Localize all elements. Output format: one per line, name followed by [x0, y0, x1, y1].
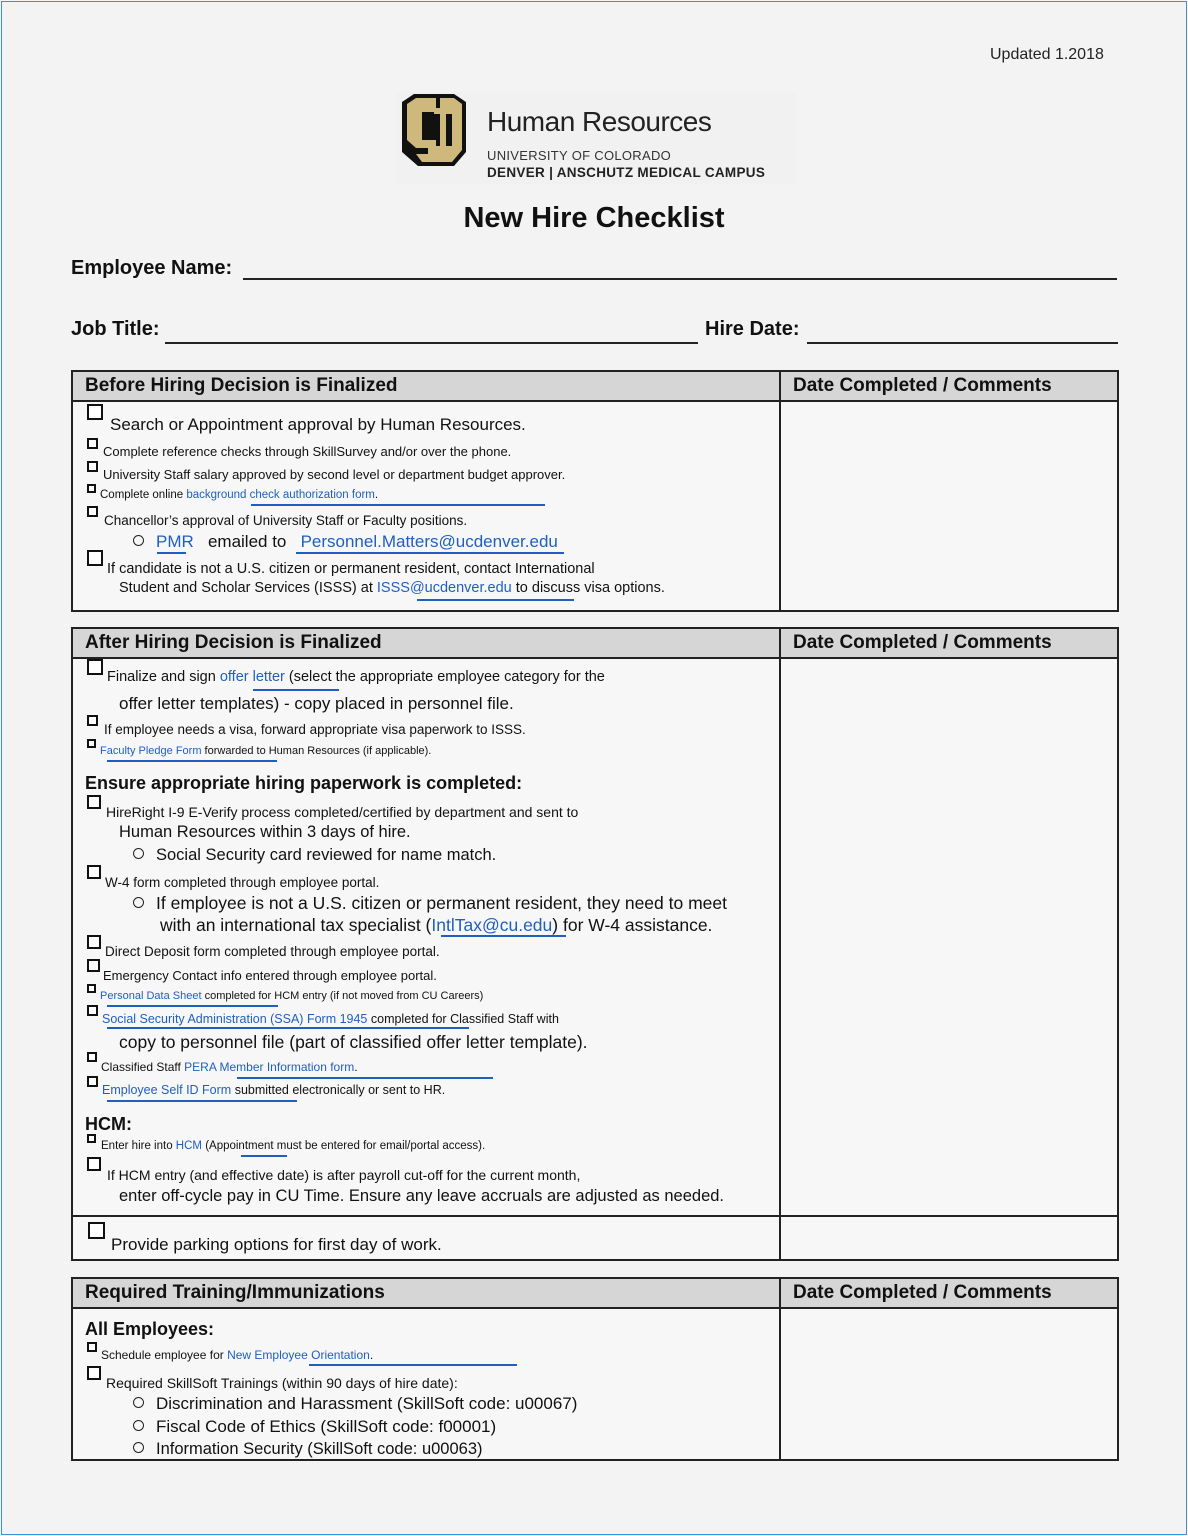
paperwork-heading: Ensure appropriate hiring paperwork is completed:: [85, 773, 523, 793]
after-hiring-table: [71, 627, 1119, 1261]
all-employees-heading: All Employees:: [85, 1319, 215, 1339]
checkbox[interactable]: [87, 1342, 97, 1352]
link-underline: [253, 689, 339, 691]
bullet-icon: [133, 1420, 144, 1431]
hr-university: UNIVERSITY OF COLORADO: [487, 148, 672, 163]
parking-comments-cell[interactable]: [780, 1216, 1118, 1260]
checkbox[interactable]: [87, 1134, 96, 1143]
training-header: Required Training/Immunizations: [72, 1278, 780, 1308]
date-comments-header: Date Completed / Comments: [780, 1278, 1118, 1308]
training-table: [71, 1277, 1119, 1461]
checkbox[interactable]: [87, 795, 101, 809]
bullet-icon: [133, 1397, 144, 1408]
training-items-cell: [72, 1308, 780, 1460]
course-item: Information Security (SkillSoft code: u00063): [133, 1440, 483, 1459]
offer-letter-link[interactable]: offer letter: [219, 669, 285, 685]
checklist-item-cont: Student and Scholar Services (ISSS) at ISSS@ucdenver.edu to discuss visa options.: [119, 580, 665, 596]
checklist-item-cont: copy to personnel file (part of classified offer letter template).: [119, 1032, 588, 1052]
bullet-icon: [133, 897, 144, 908]
job-title-field[interactable]: [165, 342, 698, 344]
checklist-item: Complete reference checks through SkillSurvey and/or over the phone.: [103, 444, 512, 459]
intltax-email-link[interactable]: IntlTax@cu.edu: [431, 915, 553, 935]
new-employee-orientation-link[interactable]: New Employee Orientation: [227, 1348, 370, 1362]
sub-bullet: Social Security card reviewed for name match.: [133, 846, 496, 865]
hcm-link[interactable]: HCM: [175, 1140, 202, 1152]
checklist-item: If HCM entry (and effective date) is after payroll cut-off for the current month,: [107, 1167, 581, 1183]
pmr-sub-item: PMR emailed to Personnel.Matters@ucdenver.edu: [133, 532, 558, 552]
hr-logo: [396, 92, 796, 184]
date-comments-header: Date Completed / Comments: [780, 628, 1118, 658]
training-comments-cell[interactable]: [780, 1308, 1118, 1460]
hcm-heading: HCM:: [85, 1114, 132, 1134]
checklist-item: HireRight I-9 E-Verify process completed/certified by department and sent to: [106, 804, 579, 820]
checkbox[interactable]: [87, 404, 103, 420]
course-item: Discrimination and Harassment (SkillSoft code: u00067): [133, 1394, 577, 1414]
checkbox[interactable]: [87, 1076, 98, 1087]
checklist-item: W-4 form completed through employee portal.: [105, 875, 380, 890]
after-comments-cell[interactable]: [780, 658, 1118, 1216]
before-comments-cell[interactable]: [780, 401, 1118, 611]
checklist-item: University Staff salary approved by second level or department budget approver.: [103, 467, 566, 482]
before-hiring-table: [71, 370, 1119, 612]
checkbox[interactable]: [87, 1052, 97, 1062]
checklist-item: If candidate is not a U.S. citizen or permanent resident, contact International: [107, 561, 595, 577]
link-underline: [296, 552, 564, 554]
after-hiring-header: After Hiring Decision is Finalized: [72, 628, 780, 658]
checklist-item: Chancellor’s approval of University Staff or Faculty positions.: [104, 513, 468, 528]
checklist-item: Provide parking options for first day of work.: [111, 1235, 442, 1254]
checkbox[interactable]: [87, 1005, 98, 1016]
checklist-item: Search or Appointment approval by Human Resources.: [110, 415, 526, 434]
parking-cell: [72, 1216, 780, 1260]
ssa-form-1945-link[interactable]: Social Security Administration (SSA) Form 1945: [102, 1012, 368, 1026]
link-underline: [237, 1077, 493, 1079]
before-items-cell: [72, 401, 780, 611]
job-title-label: Job Title:: [71, 318, 160, 340]
sub-bullet-cont: with an international tax specialist (IntlTax@cu.edu) for W-4 assistance.: [160, 915, 713, 935]
link-underline: [157, 552, 186, 554]
updated-date: Updated 1.2018: [990, 46, 1104, 63]
checklist-item-cont: offer letter templates) - copy placed in personnel file.: [119, 694, 514, 713]
hr-campus: DENVER | ANSCHUTZ MEDICAL CAMPUS: [487, 165, 766, 180]
faculty-pledge-form-link[interactable]: Faculty Pledge Form: [100, 745, 202, 757]
employee-self-id-form-link[interactable]: Employee Self ID Form: [102, 1083, 232, 1097]
checkbox[interactable]: [87, 1157, 101, 1171]
link-underline: [251, 504, 545, 506]
checklist-item: Enter hire into HCM (Appointment must be entered for email/portal access).: [101, 1140, 486, 1152]
link-underline: [107, 1027, 469, 1029]
checklist-item: Employee Self ID Form submitted electronically or sent to HR.: [102, 1083, 446, 1097]
hire-date-label: Hire Date:: [705, 318, 800, 340]
checklist-item: Faculty Pledge Form forwarded to Human Resources (if applicable).: [100, 745, 432, 757]
checkbox[interactable]: [87, 984, 96, 993]
checkbox[interactable]: [87, 1366, 101, 1380]
checkbox[interactable]: [87, 659, 103, 675]
checklist-item: Personal Data Sheet completed for HCM entry (if not moved from CU Careers): [100, 990, 484, 1002]
checklist-item: Direct Deposit form completed through employee portal.: [105, 944, 440, 959]
checkbox[interactable]: [87, 865, 101, 879]
checklist-item: Complete online background check authorization form.: [100, 489, 379, 501]
employee-name-label: Employee Name:: [71, 257, 233, 279]
link-underline: [107, 760, 277, 762]
link-underline: [241, 1155, 287, 1157]
checkbox[interactable]: [87, 506, 98, 517]
pmr-link[interactable]: PMR: [156, 532, 194, 551]
checklist-item: Required SkillSoft Trainings (within 90 days of hire date):: [106, 1375, 458, 1391]
page-title: New Hire Checklist: [463, 202, 725, 234]
checklist-item: Finalize and sign offer letter (select the appropriate employee category for the: [107, 669, 605, 685]
pera-form-link[interactable]: PERA Member Information form: [184, 1060, 355, 1074]
checkbox[interactable]: [87, 739, 96, 748]
bullet-icon: [133, 535, 144, 546]
link-underline: [417, 599, 574, 601]
bullet-icon: [133, 1442, 144, 1453]
checkbox[interactable]: [87, 484, 96, 493]
checkbox[interactable]: [87, 935, 101, 949]
checkbox[interactable]: [87, 715, 98, 726]
checklist-item: Classified Staff PERA Member Information form.: [101, 1060, 358, 1074]
checkbox[interactable]: [87, 550, 103, 566]
link-underline: [107, 1100, 297, 1102]
course-item: Fiscal Code of Ethics (SkillSoft code: f00001): [133, 1417, 496, 1437]
link-underline: [107, 1005, 278, 1007]
checklist-item-cont: enter off-cycle pay in CU Time. Ensure any leave accruals are adjusted as needed.: [119, 1187, 725, 1205]
checkbox[interactable]: [87, 959, 100, 972]
background-check-link[interactable]: background check authorization form: [186, 489, 375, 501]
personnel-matters-email-link[interactable]: Personnel.Matters@ucdenver.edu: [300, 532, 558, 551]
hire-date-field[interactable]: [807, 342, 1118, 344]
before-hiring-header: Before Hiring Decision is Finalized: [72, 371, 780, 401]
checklist-item: If employee needs a visa, forward appropriate visa paperwork to ISSS.: [104, 722, 526, 737]
checkbox[interactable]: [87, 461, 98, 472]
checkbox[interactable]: [88, 1222, 105, 1239]
sub-bullet: If employee is not a U.S. citizen or permanent resident, they need to meet: [133, 893, 727, 914]
link-underline: [441, 935, 566, 937]
checklist-item: Schedule employee for New Employee Orientation.: [101, 1348, 374, 1362]
employee-name-field[interactable]: [243, 278, 1117, 280]
bullet-icon: [133, 848, 144, 859]
checklist-item-cont: Human Resources within 3 days of hire.: [119, 823, 411, 841]
after-items-cell: [72, 658, 780, 1216]
checklist-item: Emergency Contact info entered through employee portal.: [103, 968, 437, 983]
isss-email-link[interactable]: ISSS@ucdenver.edu: [376, 580, 512, 596]
cu-logo-icon: [396, 92, 472, 168]
link-underline: [309, 1364, 517, 1366]
checklist-item: Social Security Administration (SSA) Form 1945 completed for Classified Staff with: [102, 1012, 559, 1026]
personal-data-sheet-link[interactable]: Personal Data Sheet: [100, 990, 202, 1002]
checkbox[interactable]: [87, 438, 98, 449]
hr-title: Human Resources: [487, 106, 712, 137]
date-comments-header: Date Completed / Comments: [780, 371, 1118, 401]
